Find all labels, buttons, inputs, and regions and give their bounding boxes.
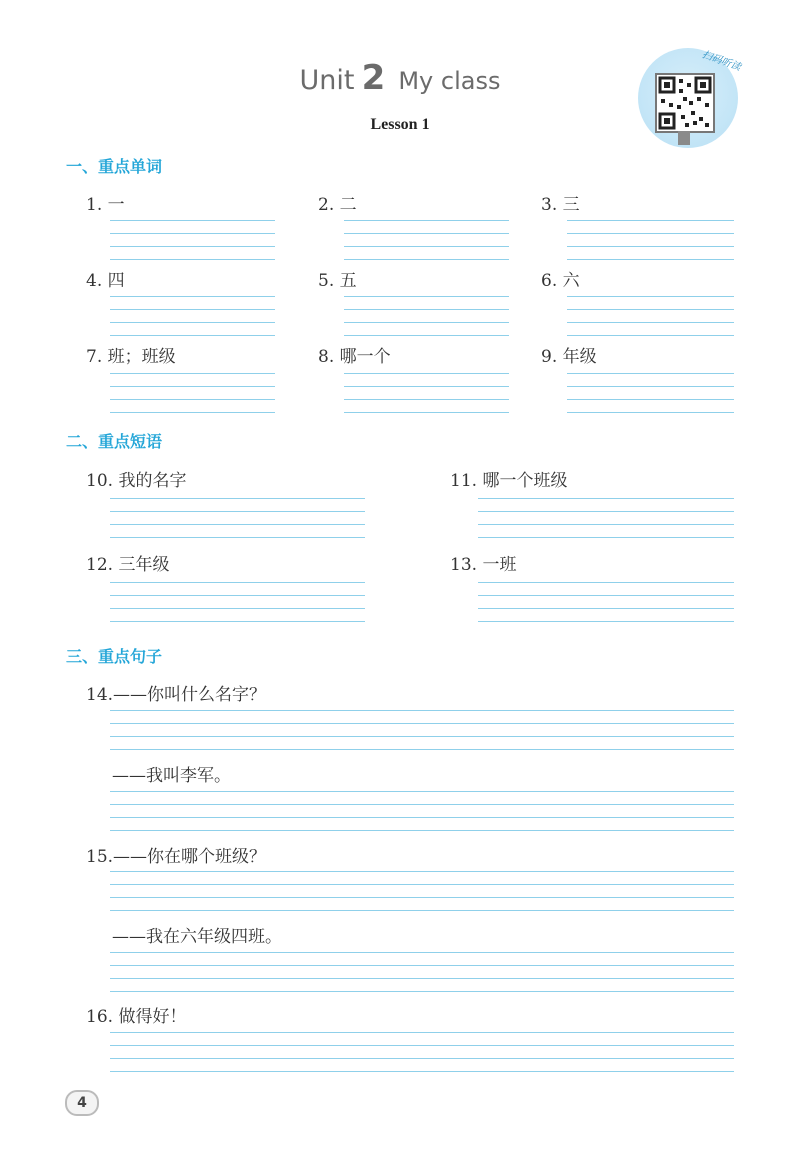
- qr-caption: 扫码听读: [700, 49, 742, 74]
- sentence-question: ——你在哪个班级？: [113, 847, 267, 867]
- writing-lines[interactable]: [567, 220, 734, 260]
- unit-subtitle: My class: [398, 67, 501, 95]
- phrase-text: 三年级: [118, 555, 170, 575]
- word-text: 哪一个: [339, 347, 391, 367]
- phrase-number: 10.: [86, 471, 114, 491]
- word-item: [318, 342, 391, 367]
- sentence-question: 做得好！: [118, 1007, 187, 1027]
- writing-lines[interactable]: [110, 220, 275, 260]
- word-item: [318, 190, 357, 215]
- sentence-number: 16.: [86, 1007, 114, 1027]
- sentence-item: [86, 680, 266, 705]
- word-item: [541, 266, 580, 291]
- word-text: 班；班级: [107, 347, 176, 367]
- writing-lines[interactable]: [110, 791, 734, 831]
- phrase-text: 我的名字: [118, 471, 187, 491]
- word-number: 7.: [86, 347, 103, 367]
- writing-lines[interactable]: [478, 582, 734, 622]
- writing-lines[interactable]: [567, 373, 734, 413]
- word-number: 5.: [318, 271, 335, 291]
- word-text: 四: [107, 271, 125, 291]
- writing-lines[interactable]: [567, 296, 734, 336]
- sentence-answer: ——我叫李军。: [112, 766, 231, 786]
- phrase-text: 一班: [482, 555, 517, 575]
- writing-lines[interactable]: [110, 373, 275, 413]
- writing-lines[interactable]: [478, 498, 734, 538]
- page-number: 4: [65, 1090, 99, 1116]
- phrase-item: [450, 550, 516, 575]
- section-title-words: 一、重点单词: [66, 157, 163, 176]
- phrase-number: 12.: [86, 555, 114, 575]
- writing-lines[interactable]: [344, 220, 509, 260]
- writing-lines[interactable]: [110, 498, 365, 538]
- word-item: [318, 266, 357, 291]
- sentence-item: [86, 1002, 186, 1027]
- phrase-item: [86, 550, 169, 575]
- word-number: 8.: [318, 347, 335, 367]
- qr-stand-decoration: [678, 131, 690, 145]
- word-number: 3.: [541, 195, 558, 215]
- phrase-number: 13.: [450, 555, 478, 575]
- word-item: [86, 342, 176, 367]
- writing-lines[interactable]: [110, 871, 734, 911]
- word-text: 三: [562, 195, 580, 215]
- word-item: [541, 190, 580, 215]
- lesson-title: Lesson 1: [370, 116, 430, 133]
- word-number: 9.: [541, 347, 558, 367]
- sentence-question: ——你叫什么名字？: [113, 685, 267, 705]
- writing-lines[interactable]: [344, 296, 509, 336]
- phrase-number: 11.: [450, 471, 478, 491]
- phrase-item: [450, 466, 567, 491]
- word-number: 4.: [86, 271, 103, 291]
- section-title-phrases: 二、重点短语: [66, 432, 163, 451]
- phrase-text: 哪一个班级: [482, 471, 568, 491]
- sentence-number: 14.: [86, 685, 114, 705]
- word-item: [86, 190, 125, 215]
- word-text: 二: [339, 195, 357, 215]
- word-item: [541, 342, 597, 367]
- word-number: 2.: [318, 195, 335, 215]
- writing-lines[interactable]: [110, 582, 365, 622]
- word-text: 五: [339, 271, 357, 291]
- sentence-answer: ——我在六年级四班。: [112, 927, 282, 947]
- unit-number: 2: [361, 58, 386, 98]
- writing-lines[interactable]: [110, 952, 734, 992]
- writing-lines[interactable]: [344, 373, 509, 413]
- sentence-number: 15.: [86, 847, 114, 867]
- writing-lines[interactable]: [110, 710, 734, 750]
- word-text: 六: [562, 271, 580, 291]
- writing-lines[interactable]: [110, 296, 275, 336]
- word-text: 一: [107, 195, 125, 215]
- section-title-sentences: 三、重点句子: [66, 647, 163, 666]
- sentence-item: [86, 842, 266, 867]
- word-number: 1.: [86, 195, 103, 215]
- word-number: 6.: [541, 271, 558, 291]
- word-text: 年级: [562, 347, 597, 367]
- writing-lines[interactable]: [110, 1032, 734, 1072]
- phrase-item: [86, 466, 186, 491]
- word-item: [86, 266, 125, 291]
- unit-word: Unit: [299, 65, 355, 96]
- qr-code-icon[interactable]: [655, 73, 715, 133]
